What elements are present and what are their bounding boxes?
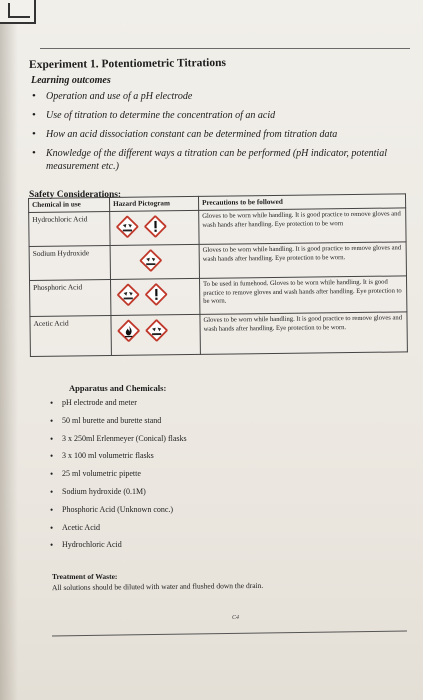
- experiment-title: Experiment 1. Potentiometric Titrations: [28, 56, 227, 72]
- apparatus-item: • Phosphoric Acid (Unknown conc.): [48, 505, 187, 515]
- corner-mark: [0, 0, 36, 24]
- table-row: [29, 242, 406, 281]
- learning-outcome-item: • How an acid dissociation constant can be determined from titration data: [26, 128, 396, 141]
- learning-outcome-item: • Operation and use of a pH electrode: [26, 90, 396, 103]
- chemical-name: Sodium Hydroxide: [29, 246, 110, 281]
- apparatus-item: • 3 x 250ml Erlenmeyer (Conical) flasks: [48, 434, 187, 444]
- precautions-text: Gloves to be worn while handling. It is good practice to remove gloves and wash hands after handling. Eye protection to be worn: [199, 208, 406, 245]
- apparatus-list: [48, 398, 187, 558]
- exclamation-pictogram-icon: [145, 283, 167, 305]
- apparatus-item: • pH electrode and meter: [48, 398, 187, 408]
- learning-outcome-item: • Knowledge of the different ways a titration can be performed (pH indicator, potential measurement etc.): [26, 147, 396, 173]
- corrosive-pictogram-icon: [116, 216, 138, 238]
- safety-heading: Safety Considerations:: [29, 190, 122, 200]
- precautions-text: Gloves to be worn while handling. It is good practice to remove gloves and wash hands after handling. Eye protection to be worn.: [200, 312, 407, 355]
- hazard-pictograms: [111, 278, 200, 315]
- waste-instructions: All solutions should be diluted with water and flushed down the drain.: [51, 580, 264, 593]
- chemical-name: Hydrochloric Acid: [29, 212, 110, 247]
- apparatus-item: • 3 x 100 ml volumetric flasks: [48, 451, 187, 461]
- table-row: [30, 312, 407, 357]
- hazard-pictograms: [110, 244, 199, 279]
- precautions-text: Gloves to be worn while handling. It is good practice to remove gloves and wash hands after handling. Eye protection to be worn.: [199, 242, 406, 279]
- apparatus-item: • Acetic Acid: [48, 523, 187, 533]
- corrosive-pictogram-icon: [145, 319, 167, 341]
- bottom-divider: [52, 631, 407, 637]
- apparatus-item: • Sodium hydroxide (0.1M): [48, 487, 187, 497]
- chemical-name: Acetic Acid: [30, 315, 111, 356]
- learning-outcomes-heading: Learning outcomes: [31, 75, 111, 86]
- hazard-pictograms: [111, 314, 200, 355]
- page-mark: C4: [232, 615, 240, 621]
- chemical-name: Phosphoric Acid: [30, 279, 111, 316]
- precautions-text: To be used in fumehood. Gloves to be worn while handling. It is good practice to remove gloves and wash hands after handling. Eye protection to be worn.: [199, 276, 406, 315]
- waste-heading: Treatment of Waste:: [52, 572, 118, 581]
- corrosive-pictogram-icon: [140, 249, 162, 271]
- learning-outcome-item: • Use of titration to determine the concentration of an acid: [26, 109, 396, 122]
- table-row: [29, 208, 406, 247]
- column-header-chemical: Chemical in use: [29, 198, 110, 213]
- apparatus-item: • 50 ml burette and burette stand: [48, 416, 187, 426]
- learning-outcomes-list: [26, 90, 396, 179]
- apparatus-heading: Apparatus and Chemicals:: [69, 383, 167, 393]
- page-shadow: [0, 0, 18, 700]
- exclamation-pictogram-icon: [144, 215, 166, 237]
- apparatus-item: • Hydrochloric Acid: [48, 540, 187, 550]
- top-divider: [40, 48, 410, 49]
- column-header-pictogram: Hazard Pictogram: [110, 196, 199, 211]
- hazard-pictograms: [110, 210, 199, 245]
- apparatus-item: • 25 ml volumetric pipette: [48, 469, 187, 479]
- flammable-pictogram-icon: [117, 320, 139, 342]
- corrosive-pictogram-icon: [117, 284, 139, 306]
- column-header-precautions: Precautions to be followed: [198, 194, 405, 211]
- table-row: [30, 276, 407, 317]
- safety-table: [28, 193, 408, 357]
